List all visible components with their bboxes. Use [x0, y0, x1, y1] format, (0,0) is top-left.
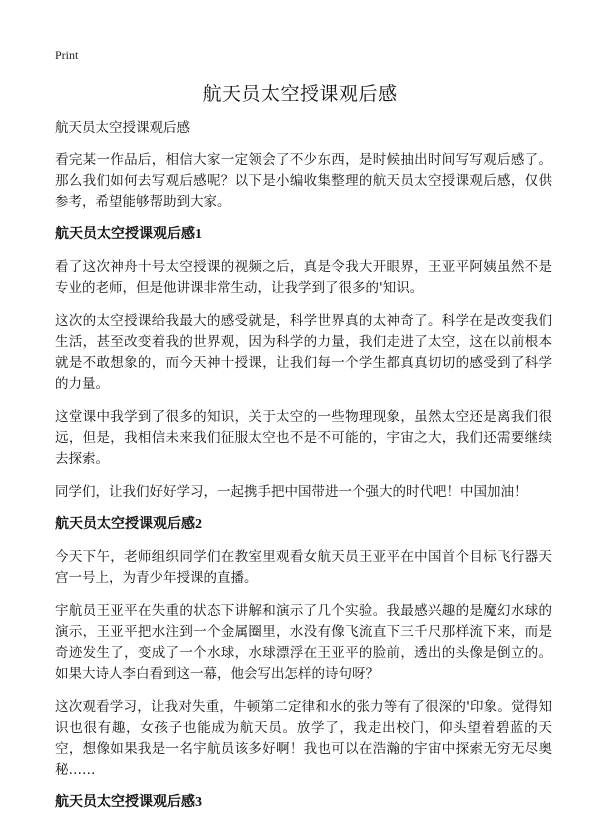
- section-heading: 航天员太空授课观后感2: [55, 517, 202, 532]
- paragraph: 这次的太空授课给我最大的感受就是，科学世界真的太神奇了。科学在是改变我们生活，甚至改变着我的世界观，因为科学的力量，我们走进了太空，这在以前根本就是不敢想象的，而今天神十授课，让我们每一个学生都真真切切的感受到了科学的力量。: [55, 313, 552, 392]
- print-link[interactable]: Print: [55, 48, 79, 62]
- intro-paragraph: 看完某一作品后，相信大家一定领会了不少东西，是时候抽出时间写写观后感了。那么我们如何去写观后感呢？以下是小编收集整理的航天员太空授课观后感，仅供参考，希望能够帮助到大家。: [55, 152, 552, 210]
- article-subtitle: 航天员太空授课观后感: [55, 120, 190, 136]
- paragraph: 这次观看学习，让我对失重，牛顿第二定律和水的张力等有了很深的'印象。觉得知识也很有趣，女孩子也能成为航天员。放学了，我走出校门，仰头望着碧蓝的天空，想像如果我是一名宇航员该多好啊！我也可以在浩瀚的宇宙中探索无穷无尽奥秘……: [55, 699, 552, 778]
- paragraph: 这堂课中我学到了很多的知识，关于太空的一些物理现象，虽然太空还是离我们很远，但是，我相信未来我们征服太空也不是不可能的，宇宙之大，我们还需要继续去探索。: [55, 409, 552, 467]
- page-title: 航天员太空授课观后感: [202, 83, 398, 105]
- paragraph: 看了这次神舟十号太空授课的视频之后，真是令我大开眼界，王亚平阿姨虽然不是专业的老师，但是他讲课非常生动，让我学到了很多的'知识。: [55, 259, 552, 296]
- paragraph: 同学们，让我们好好学习，一起携手把中国带进一个强大的时代吧！中国加油！: [55, 484, 528, 500]
- section-heading: 航天员太空授课观后感3: [55, 795, 202, 810]
- paragraph: 今天下午，老师组织同学们在教室里观看女航天员王亚平在中国首个目标飞行器天宫一号上，为青少年授课的直播。: [55, 549, 552, 586]
- article-body: [55, 118, 552, 825]
- section-heading: 航天员太空授课观后感1: [55, 227, 202, 242]
- paragraph: 宇航员王亚平在失重的状态下讲解和演示了几个实验。我最感兴趣的是魔幻水球的演示，王亚平把水注到一个金属圈里，水没有像飞流直下三千尺那样流下来，而是奇迹发生了，变成了一个水球，水球漂浮在王亚平的脸前，透出的头像是倒立的。如果大诗人李白看到这一幕，他会写出怎样的诗句呀？: [55, 603, 552, 682]
